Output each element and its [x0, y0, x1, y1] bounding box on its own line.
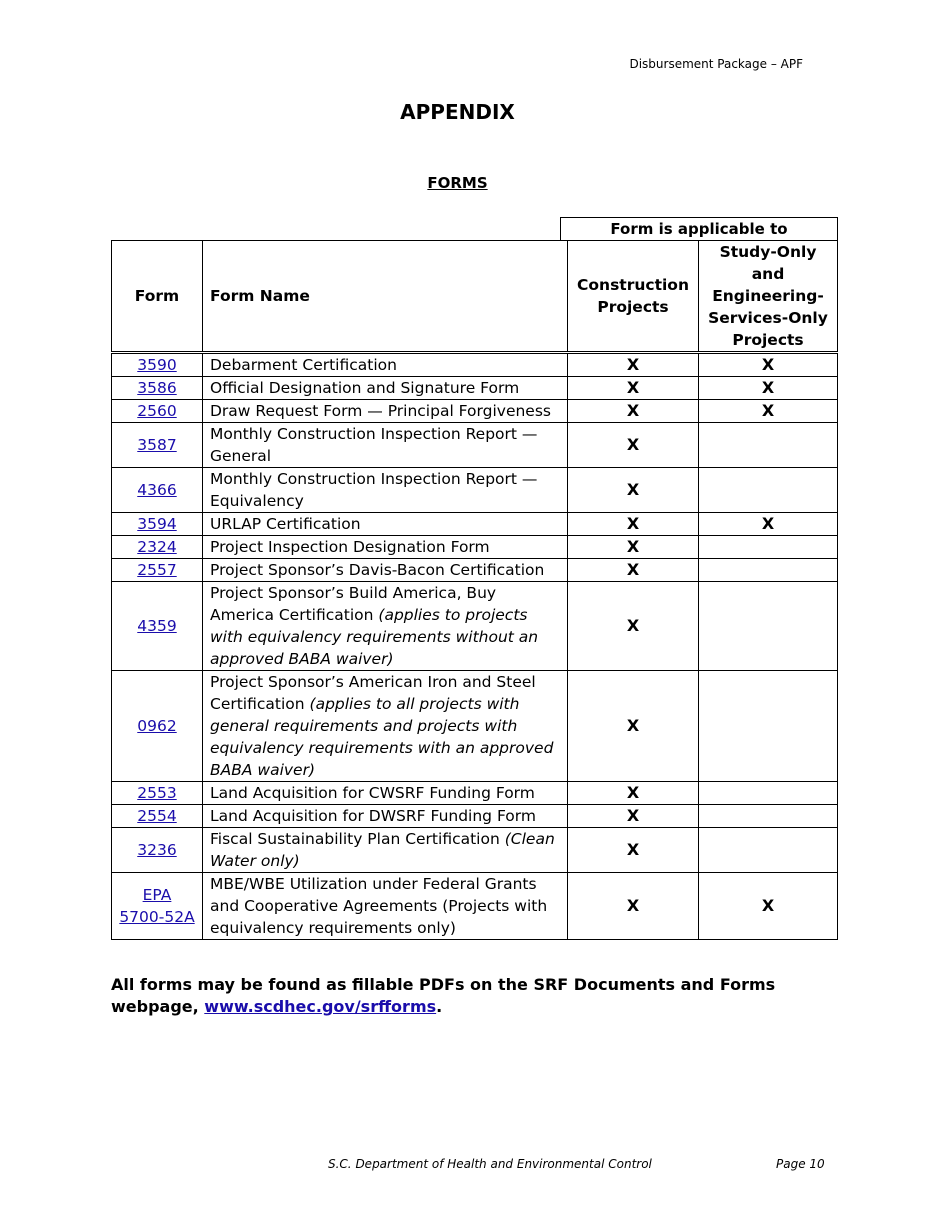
- form-name-cell: [203, 671, 568, 782]
- form-name-cell: [203, 513, 568, 536]
- form-link[interactable]: 3587: [137, 436, 177, 454]
- study-applicable-cell: X: [699, 353, 838, 377]
- construction-applicable-cell: X: [568, 828, 699, 873]
- form-link[interactable]: 3586: [137, 379, 177, 397]
- construction-applicable-cell: X: [568, 423, 699, 468]
- form-name-cell: [203, 353, 568, 377]
- construction-applicable-cell: X: [568, 582, 699, 671]
- form-name-cell: [203, 468, 568, 513]
- study-applicable-cell: [699, 805, 838, 828]
- srf-forms-link[interactable]: www.scdhec.gov/srfforms: [204, 997, 437, 1016]
- form-name-cell: [203, 873, 568, 940]
- form-link[interactable]: 2554: [137, 807, 177, 825]
- col-header-form: Form: [112, 241, 203, 353]
- study-applicable-cell: X: [699, 873, 838, 940]
- form-name: Fiscal Sustainability Plan Certification: [210, 830, 500, 848]
- col-header-study: Study-Only and Engineering-Services-Only Projects: [699, 241, 838, 353]
- form-number-cell: [112, 582, 203, 671]
- study-applicable-cell: [699, 468, 838, 513]
- construction-applicable-cell: X: [568, 873, 699, 940]
- table-row: [112, 513, 838, 536]
- form-link[interactable]: 2324: [137, 538, 177, 556]
- form-link[interactable]: 0962: [137, 717, 177, 735]
- form-number-cell: [112, 353, 203, 377]
- table-row: [112, 536, 838, 559]
- construction-applicable-cell: X: [568, 377, 699, 400]
- form-name: Land Acquisition for DWSRF Funding Form: [210, 807, 536, 825]
- study-applicable-cell: [699, 828, 838, 873]
- table-row: [112, 782, 838, 805]
- footer-department: S.C. Department of Health and Environmental Control: [328, 1157, 652, 1171]
- form-name: Project Sponsor’s Davis-Bacon Certification: [210, 561, 545, 579]
- form-name: Debarment Certification: [210, 356, 397, 374]
- form-name: URLAP Certification: [210, 515, 361, 533]
- form-number-cell: [112, 782, 203, 805]
- form-number-cell: [112, 513, 203, 536]
- table-row: [112, 377, 838, 400]
- form-number-cell: [112, 873, 203, 940]
- form-name: Monthly Construction Inspection Report — Equivalency: [210, 470, 538, 510]
- form-number-cell: [112, 468, 203, 513]
- form-link[interactable]: 2560: [137, 402, 177, 420]
- form-name-cell: [203, 536, 568, 559]
- table-row: [112, 400, 838, 423]
- form-name: Monthly Construction Inspection Report — General: [210, 425, 538, 465]
- col-header-construction: Construction Projects: [568, 241, 699, 353]
- construction-applicable-cell: X: [568, 536, 699, 559]
- col-header-form-name: Form Name: [203, 241, 568, 353]
- construction-applicable-cell: X: [568, 559, 699, 582]
- table-row: [112, 873, 838, 940]
- form-name-cell: [203, 582, 568, 671]
- form-name: Land Acquisition for CWSRF Funding Form: [210, 784, 535, 802]
- forms-table: [111, 240, 838, 940]
- form-name-cell: [203, 782, 568, 805]
- construction-applicable-cell: X: [568, 513, 699, 536]
- form-name-cell: [203, 828, 568, 873]
- study-applicable-cell: [699, 559, 838, 582]
- form-link[interactable]: 4359: [137, 617, 177, 635]
- form-name: Official Designation and Signature Form: [210, 379, 520, 397]
- form-number-cell: [112, 805, 203, 828]
- study-applicable-cell: X: [699, 513, 838, 536]
- form-number-cell: [112, 400, 203, 423]
- footer-page-number: Page 10: [776, 1157, 825, 1171]
- note-text: All forms may be found as fillable PDFs on the SRF Documents and Forms webpage,: [111, 975, 776, 1016]
- construction-applicable-cell: X: [568, 671, 699, 782]
- form-name-note: (applies to all projects with general requirements and projects with equivalency requirements with an approved BABA waiver): [210, 695, 554, 779]
- study-applicable-cell: X: [699, 400, 838, 423]
- table-row: [112, 671, 838, 782]
- form-name: Project Sponsor’s American Iron and Steel Certification: [210, 673, 536, 713]
- construction-applicable-cell: X: [568, 782, 699, 805]
- form-number-cell: [112, 828, 203, 873]
- table-row: [112, 559, 838, 582]
- form-name-cell: [203, 559, 568, 582]
- form-number-cell: [112, 377, 203, 400]
- construction-applicable-cell: X: [568, 468, 699, 513]
- study-applicable-cell: X: [699, 377, 838, 400]
- study-applicable-cell: [699, 671, 838, 782]
- construction-applicable-cell: X: [568, 805, 699, 828]
- form-number-cell: [112, 536, 203, 559]
- page-title: APPENDIX: [400, 100, 515, 124]
- form-link[interactable]: 4366: [137, 481, 177, 499]
- form-link[interactable]: 3594: [137, 515, 177, 533]
- form-number-cell: [112, 423, 203, 468]
- study-applicable-cell: [699, 582, 838, 671]
- form-number-cell: [112, 671, 203, 782]
- form-name: Project Inspection Designation Form: [210, 538, 490, 556]
- form-name: MBE/WBE Utilization under Federal Grants and Cooperative Agreements (Projects with equivalency requirements only): [210, 875, 548, 937]
- table-row: [112, 828, 838, 873]
- form-name-cell: [203, 805, 568, 828]
- table-row: [112, 582, 838, 671]
- construction-applicable-cell: X: [568, 353, 699, 377]
- forms-availability-note: [111, 974, 838, 1018]
- form-name-cell: [203, 423, 568, 468]
- running-header: Disbursement Package – APF: [629, 57, 803, 71]
- table-header-row: [112, 241, 838, 353]
- form-name-note: (Clean Water only): [210, 830, 555, 870]
- form-link[interactable]: 3590: [137, 356, 177, 374]
- applicability-group-header: Form is applicable to: [560, 217, 838, 241]
- form-number-cell: [112, 559, 203, 582]
- table-row: [112, 468, 838, 513]
- form-link[interactable]: 3236: [137, 841, 177, 859]
- study-applicable-cell: [699, 423, 838, 468]
- form-name-note: (applies to projects with equivalency requirements without an approved BABA waiver): [210, 606, 539, 668]
- form-name: Draw Request Form — Principal Forgiveness: [210, 402, 551, 420]
- study-applicable-cell: [699, 782, 838, 805]
- table-row: [112, 805, 838, 828]
- form-name: Project Sponsor’s Build America, Buy America Certification: [210, 584, 497, 624]
- form-name-cell: [203, 400, 568, 423]
- study-applicable-cell: [699, 536, 838, 559]
- table-row: [112, 423, 838, 468]
- form-link[interactable]: 2557: [137, 561, 177, 579]
- construction-applicable-cell: X: [568, 400, 699, 423]
- form-link[interactable]: 2553: [137, 784, 177, 802]
- section-subtitle: FORMS: [427, 174, 488, 192]
- form-link[interactable]: EPA 5700-52A: [119, 886, 195, 926]
- table-row: [112, 353, 838, 377]
- form-name-cell: [203, 377, 568, 400]
- note-end: .: [436, 997, 443, 1016]
